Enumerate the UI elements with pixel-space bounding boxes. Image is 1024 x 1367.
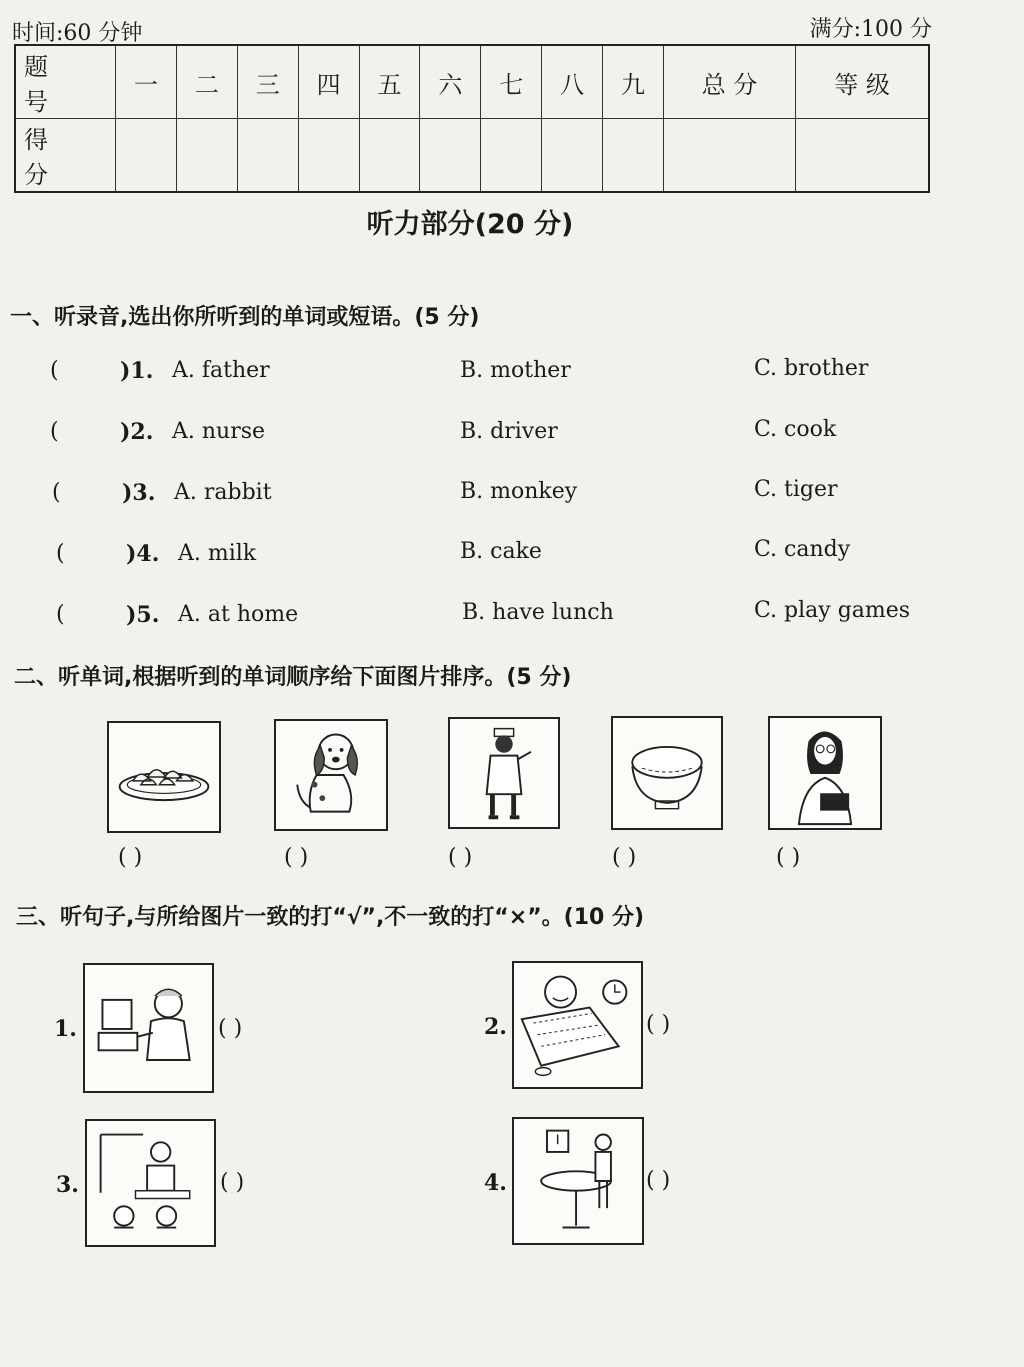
- order-blank[interactable]: ( ): [448, 845, 473, 870]
- score-cell[interactable]: [116, 119, 177, 193]
- teacher-and-students-icon: [87, 1121, 214, 1245]
- order-blank[interactable]: ( ): [776, 845, 801, 870]
- order-blank[interactable]: ( ): [284, 845, 309, 870]
- score-cell[interactable]: [176, 119, 237, 193]
- dumplings-plate-icon: [109, 723, 219, 831]
- exam-time: 时间:60 分钟: [12, 21, 143, 46]
- boy-at-table-clock-icon: [514, 1119, 642, 1243]
- option-c: C. play games: [754, 598, 911, 623]
- picture-boy-bed: [512, 961, 643, 1089]
- picture-boy-table: [512, 1117, 644, 1245]
- option-a: A. nurse: [172, 419, 266, 444]
- column-1: 一: [116, 45, 177, 119]
- question-number: )4.: [126, 541, 160, 567]
- option-c: C. cook: [754, 417, 837, 442]
- option-a: A. father: [172, 358, 270, 383]
- section-title: 听力部分(20 分): [366, 209, 574, 240]
- item-number: 1.: [54, 1016, 77, 1042]
- column-total: 总 分: [663, 45, 795, 119]
- check-blank[interactable]: ( ): [218, 1016, 243, 1041]
- full-score: 满分:100 分: [809, 17, 932, 42]
- answer-paren-open[interactable]: (: [50, 419, 59, 444]
- option-b: B. cake: [460, 539, 542, 564]
- option-c: C. tiger: [754, 477, 838, 502]
- score-cell[interactable]: [796, 119, 929, 193]
- check-blank[interactable]: ( ): [220, 1170, 245, 1195]
- order-blank[interactable]: ( ): [612, 845, 637, 870]
- column-8: 八: [542, 45, 603, 119]
- column-6: 六: [420, 45, 481, 119]
- check-blank[interactable]: ( ): [646, 1012, 671, 1037]
- option-b: B. mother: [460, 358, 571, 383]
- answer-paren-open[interactable]: (: [56, 602, 65, 627]
- doctor-icon: [450, 719, 558, 827]
- item-number: 4.: [484, 1170, 507, 1196]
- picture-dumplings: [107, 721, 221, 833]
- order-blank[interactable]: ( ): [118, 845, 143, 870]
- dog-icon: [276, 721, 386, 829]
- row-label-score: 得 分: [15, 119, 116, 193]
- picture-teacher-students: [85, 1119, 216, 1247]
- part3-heading: 三、听句子,与所给图片一致的打“√”,不一致的打“×”。(10 分): [16, 905, 645, 930]
- option-c: C. brother: [754, 356, 869, 381]
- option-a: A. milk: [178, 541, 257, 566]
- column-5: 五: [359, 45, 420, 119]
- picture-dog: [274, 719, 388, 831]
- score-cell[interactable]: [481, 119, 542, 193]
- question-number: )5.: [126, 602, 160, 628]
- answer-paren-open[interactable]: (: [56, 541, 65, 566]
- score-cell[interactable]: [298, 119, 359, 193]
- score-table: [14, 44, 930, 193]
- question-number: )3.: [122, 480, 156, 506]
- answer-paren-open[interactable]: (: [52, 480, 61, 505]
- score-cell[interactable]: [663, 119, 795, 193]
- score-cell[interactable]: [420, 119, 481, 193]
- boy-at-computer-icon: [85, 965, 212, 1091]
- score-cell[interactable]: [359, 119, 420, 193]
- picture-teacher: [768, 716, 882, 830]
- column-2: 二: [176, 45, 237, 119]
- question-number: )1.: [120, 358, 154, 384]
- boy-in-bed-alarm-clock-icon: [514, 963, 641, 1087]
- score-cell[interactable]: [603, 119, 664, 193]
- column-7: 七: [481, 45, 542, 119]
- check-blank[interactable]: ( ): [646, 1168, 671, 1193]
- option-b: B. driver: [460, 419, 558, 444]
- picture-rice-bowl: [611, 716, 723, 830]
- column-3: 三: [237, 45, 298, 119]
- column-9: 九: [603, 45, 664, 119]
- part2-heading: 二、听单词,根据听到的单词顺序给下面图片排序。(5 分): [14, 665, 572, 690]
- part1-heading: 一、听录音,选出你所听到的单词或短语。(5 分): [10, 305, 480, 330]
- item-number: 2.: [484, 1014, 507, 1040]
- option-a: A. rabbit: [174, 480, 272, 505]
- answer-paren-open[interactable]: (: [50, 358, 59, 383]
- option-a: A. at home: [178, 602, 299, 627]
- option-b: B. monkey: [460, 479, 578, 504]
- score-cell[interactable]: [542, 119, 603, 193]
- picture-boy-computer: [83, 963, 214, 1093]
- item-number: 3.: [56, 1172, 79, 1198]
- score-cell[interactable]: [237, 119, 298, 193]
- rice-bowl-icon: [613, 718, 721, 828]
- column-grade: 等 级: [796, 45, 929, 119]
- teacher-woman-icon: [770, 718, 880, 828]
- option-b: B. have lunch: [462, 600, 614, 625]
- row-label-question-number: 题 号: [15, 45, 116, 119]
- option-c: C. candy: [754, 537, 851, 562]
- picture-doctor: [448, 717, 560, 829]
- column-4: 四: [298, 45, 359, 119]
- question-number: )2.: [120, 419, 154, 445]
